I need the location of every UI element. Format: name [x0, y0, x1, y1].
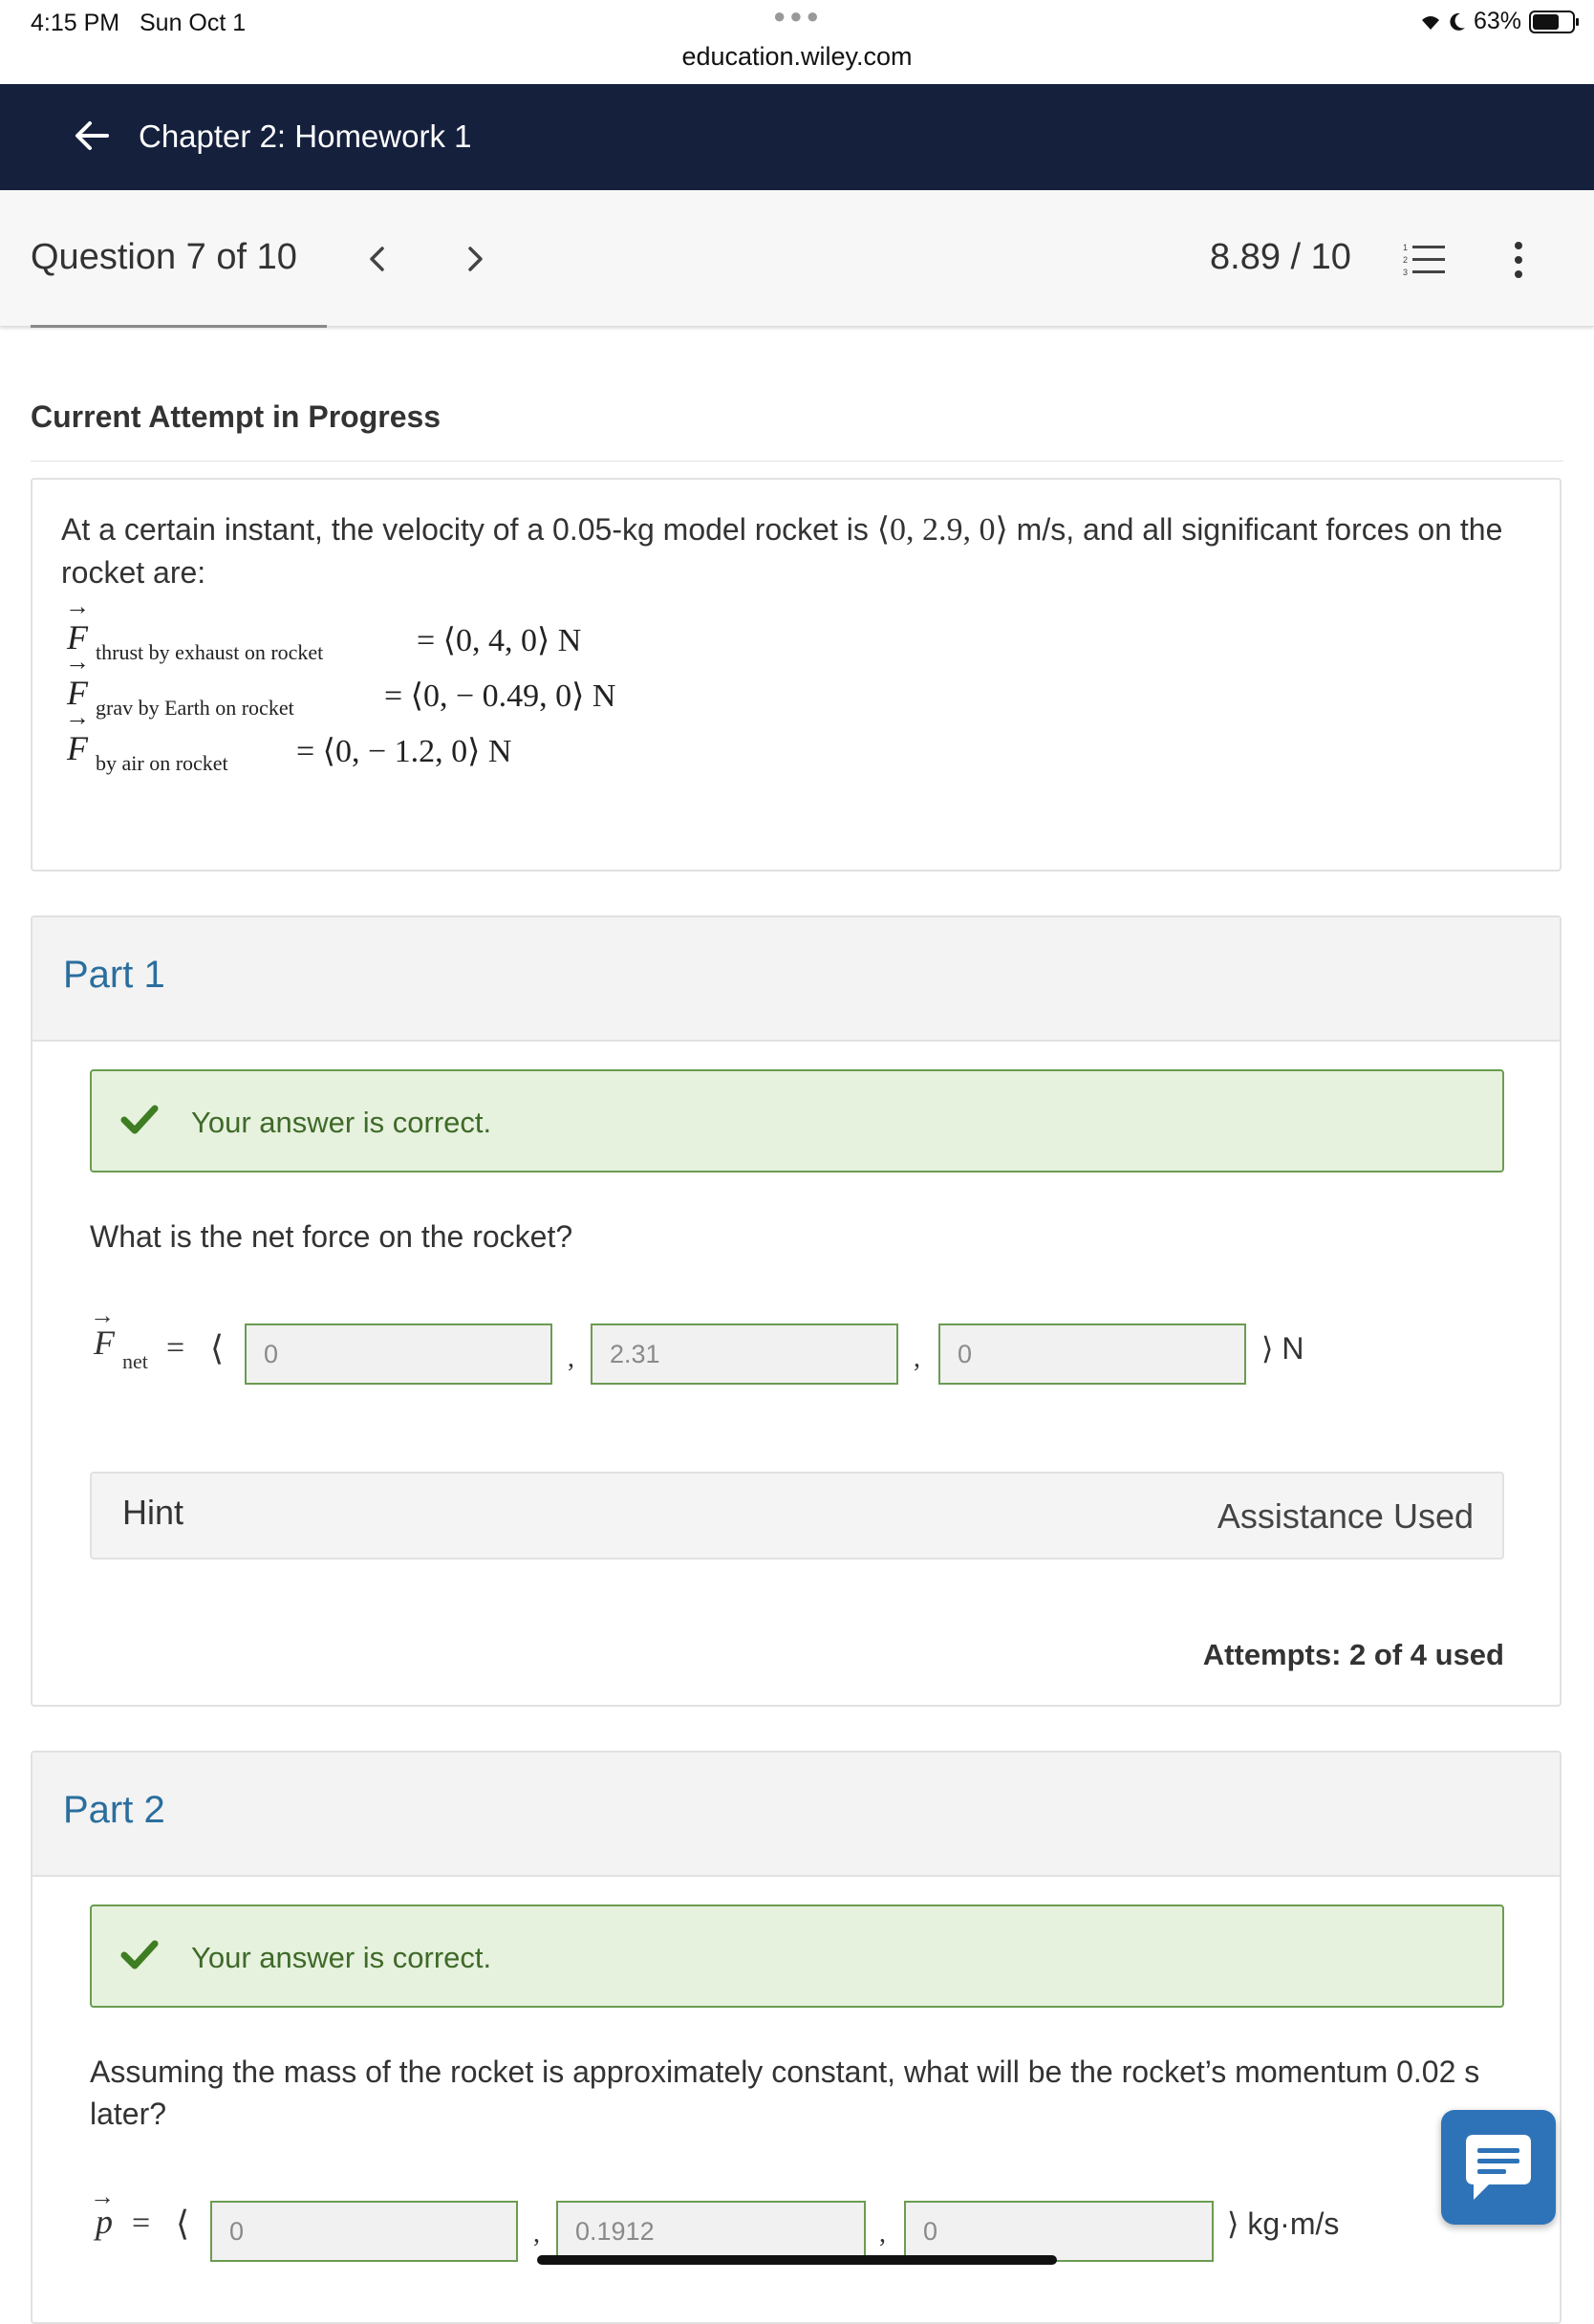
comma: , — [914, 1344, 920, 1373]
chat-bubble-icon — [1441, 2110, 1556, 2225]
wifi-icon — [1420, 13, 1441, 31]
url-bar[interactable]: education.wiley.com — [681, 42, 913, 71]
net-force-symbol: F — [94, 1323, 115, 1362]
chapter-title: Chapter 2: Homework 1 — [139, 118, 472, 154]
hidden-link-peek — [31, 325, 327, 333]
vector-arrow-icon: → — [90, 2183, 115, 2210]
part-2-header[interactable] — [32, 1753, 1560, 1877]
force-subscript: grav by Earth on rocket — [96, 696, 294, 720]
part-2-correct-banner — [90, 1904, 1504, 2008]
assistance-used-label: Assistance Used — [1217, 1496, 1474, 1536]
force-symbol: → F — [67, 673, 88, 713]
net-force-subscript: net — [122, 1349, 148, 1373]
force-subscript: thrust by exhaust on rocket — [96, 640, 324, 664]
momentum-symbol: p — [96, 2203, 113, 2241]
question-counter: Question 7 of 10 — [31, 237, 297, 277]
comma: , — [533, 2219, 540, 2249]
svg-text:1: 1 — [1403, 243, 1409, 252]
net-force-y-input[interactable]: 2.31 — [591, 1323, 898, 1385]
battery-icon — [1529, 11, 1575, 33]
status-time: 4:15 PM — [31, 10, 120, 36]
home-indicator[interactable] — [537, 2255, 1057, 2265]
multitasking-dots-icon[interactable]: ●●● — [773, 4, 823, 28]
moon-icon — [1449, 12, 1466, 32]
part-1-question: What is the net force on the rocket? — [90, 1219, 573, 1254]
vector-arrow-icon: → — [90, 1302, 115, 1329]
hint-label: Hint — [122, 1493, 184, 1532]
battery-percent: 63% — [1473, 8, 1521, 34]
unit-label: ⟩ kg·m/s — [1227, 2206, 1340, 2241]
part-1-title: Part 1 — [63, 954, 165, 996]
net-force-x-input[interactable]: 0 — [245, 1323, 552, 1385]
comma: , — [568, 1344, 574, 1373]
open-bracket: ⟨ — [210, 1329, 225, 1367]
net-force-z-input[interactable]: 0 — [938, 1323, 1246, 1385]
force-value: = ⟨0, 4, 0⟩ N — [417, 623, 582, 658]
unit-label: ⟩ N — [1261, 1331, 1304, 1366]
equals-sign: = — [132, 2206, 151, 2241]
next-question-icon[interactable] — [461, 239, 489, 279]
momentum-z-input[interactable]: 0 — [904, 2201, 1214, 2262]
question-list-icon[interactable] — [1403, 241, 1447, 279]
velocity-vector: ⟨0, 2.9, 0⟩ — [876, 512, 1008, 548]
correct-message: Your answer is correct. — [191, 1941, 492, 1974]
problem-text-after: m/s, and all significant forces on the rocket are: — [61, 512, 1503, 590]
svg-text:2: 2 — [1403, 255, 1409, 265]
status-date: Sun Oct 1 — [140, 10, 247, 36]
chat-help-button[interactable] — [1441, 2110, 1556, 2225]
momentum-y-input[interactable]: 0.1912 — [556, 2201, 866, 2262]
divider — [31, 461, 1563, 462]
problem-text — [61, 508, 1514, 593]
force-symbol: → F — [67, 617, 88, 657]
part-2-title: Part 2 — [63, 1789, 165, 1831]
back-arrow-icon[interactable] — [71, 115, 113, 157]
checkmark-icon — [120, 1935, 159, 1973]
part-1-header[interactable] — [32, 917, 1560, 1042]
part-2-question: Assuming the mass of the rocket is approximately constant, what will be the rocket’s momentum 0.02 s later? — [90, 2055, 1480, 2131]
part-1-correct-banner — [90, 1069, 1504, 1173]
equals-sign: = — [166, 1330, 185, 1366]
status-indicators — [1420, 8, 1575, 35]
force-symbol: → F — [67, 728, 88, 768]
more-options-icon[interactable] — [1504, 239, 1533, 281]
attempt-title: Current Attempt in Progress — [31, 399, 442, 434]
previous-question-icon[interactable] — [363, 239, 392, 279]
momentum-x-input[interactable]: 0 — [210, 2201, 518, 2262]
attempts-counter: Attempts: 2 of 4 used — [1202, 1638, 1504, 1671]
force-subscript: by air on rocket — [96, 751, 228, 775]
comma: , — [879, 2219, 886, 2249]
problem-text-before: At a certain instant, the velocity of a 0.05-kg model rocket is — [61, 512, 877, 547]
correct-message: Your answer is correct. — [191, 1106, 492, 1139]
force-value: = ⟨0, − 1.2, 0⟩ N — [296, 734, 512, 769]
force-value: = ⟨0, − 0.49, 0⟩ N — [384, 678, 616, 714]
checkmark-icon — [120, 1100, 159, 1138]
hint-panel[interactable] — [90, 1472, 1504, 1560]
score: 8.89 / 10 — [1210, 237, 1351, 277]
part-1-panel — [31, 915, 1562, 1707]
open-bracket: ⟨ — [176, 2205, 190, 2243]
svg-text:3: 3 — [1403, 268, 1409, 277]
